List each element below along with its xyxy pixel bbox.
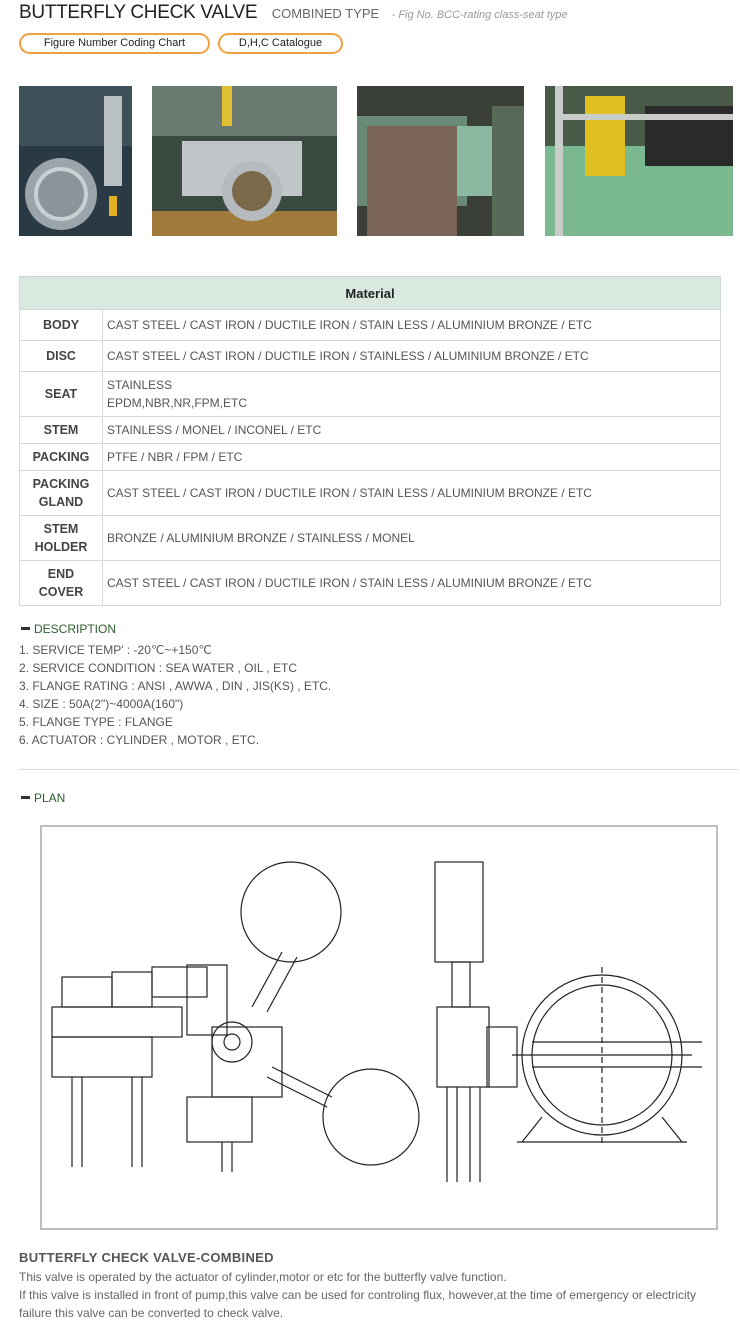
footer-line: This valve is operated by the actuator of cylinder,motor or etc for the butterfly valve function.: [19, 1270, 507, 1284]
list-item: 1. SERVICE TEMP' : -20℃~+150℃: [19, 643, 212, 657]
list-item: 2. SERVICE CONDITION : SEA WATER , OIL , ETC: [19, 661, 298, 675]
material-key: [20, 516, 103, 561]
material-key-line: PACKING: [32, 477, 90, 491]
table-row: [20, 444, 721, 471]
material-value: BRONZE / ALUMINIUM BRONZE / STAINLESS / MONEL: [103, 516, 721, 561]
material-value: [103, 372, 721, 417]
table-row: [20, 471, 721, 516]
dash-icon: [21, 796, 30, 799]
material-value: PTFE / NBR / FPM / ETC: [103, 444, 721, 471]
description-heading: [21, 622, 116, 636]
page-title: BUTTERFLY CHECK VALVE: [19, 2, 258, 23]
material-key-line: STEM: [43, 522, 79, 536]
footer-title: BUTTERFLY CHECK VALVE-COMBINED: [19, 1250, 274, 1265]
coding-chart-button[interactable]: Figure Number Coding Chart: [19, 33, 210, 54]
product-photo-2: [152, 86, 337, 236]
material-key: [20, 561, 103, 606]
product-photo-4: [545, 86, 733, 236]
material-value: STAINLESS / MONEL / INCONEL / ETC: [103, 417, 721, 444]
table-row: [20, 561, 721, 606]
table-row: [20, 372, 721, 417]
material-table: [19, 276, 721, 606]
material-value-line: STAINLESS: [107, 378, 173, 392]
material-key: STEM: [20, 417, 103, 444]
list-item: 5. FLANGE TYPE : FLANGE: [19, 715, 173, 729]
material-key: BODY: [20, 310, 103, 341]
product-photo-1: [19, 86, 132, 236]
material-key: DISC: [20, 341, 103, 372]
table-row: [20, 341, 721, 372]
material-value: CAST STEEL / CAST IRON / DUCTILE IRON / STAINLESS / ALUMINIUM BRONZE / ETC: [103, 341, 721, 372]
table-row: [20, 516, 721, 561]
material-key-line: HOLDER: [34, 540, 88, 554]
material-key: SEAT: [20, 372, 103, 417]
plan-drawing: [40, 825, 718, 1230]
description-title: DESCRIPTION: [34, 622, 117, 636]
material-value: CAST STEEL / CAST IRON / DUCTILE IRON / STAIN LESS / ALUMINIUM BRONZE / ETC: [103, 561, 721, 606]
description-list: [19, 641, 331, 749]
footer-text: [19, 1268, 724, 1322]
material-key: PACKING: [20, 444, 103, 471]
material-key-line: END: [47, 567, 75, 581]
page-subtitle: COMBINED TYPE: [271, 6, 380, 21]
list-item: 6. ACTUATOR : CYLINDER , MOTOR , ETC.: [19, 733, 260, 747]
table-row: [20, 310, 721, 341]
list-item: 3. FLANGE RATING : ANSI , AWWA , DIN , JIS(KS) , ETC.: [19, 679, 332, 693]
table-row: [20, 417, 721, 444]
plan-title: PLAN: [34, 791, 66, 805]
material-key-line: COVER: [38, 585, 84, 599]
material-table-header: Material: [20, 277, 721, 310]
list-item: 4. SIZE : 50A(2")~4000A(160"): [19, 697, 184, 711]
material-key-line: GLAND: [38, 495, 84, 509]
material-key: [20, 471, 103, 516]
material-value: CAST STEEL / CAST IRON / DUCTILE IRON / STAIN LESS / ALUMINIUM BRONZE / ETC: [103, 310, 721, 341]
material-value: CAST STEEL / CAST IRON / DUCTILE IRON / STAIN LESS / ALUMINIUM BRONZE / ETC: [103, 471, 721, 516]
dash-icon: [21, 627, 30, 630]
figure-number: - Fig No. BCC-rating class-seat type: [391, 9, 568, 21]
product-photo-3: [357, 86, 524, 236]
page-header: [19, 2, 568, 26]
catalogue-button[interactable]: D,H,C Catalogue: [218, 33, 343, 54]
divider: [19, 769, 739, 770]
plan-heading: [21, 791, 65, 805]
footer-line: If this valve is installed in front of pump,this valve can be used for controling flux, however,at the time of emergency or electricity failure this valve can be converted to check valve.: [19, 1288, 696, 1320]
material-value-line: EPDM,NBR,NR,FPM,ETC: [107, 396, 248, 410]
